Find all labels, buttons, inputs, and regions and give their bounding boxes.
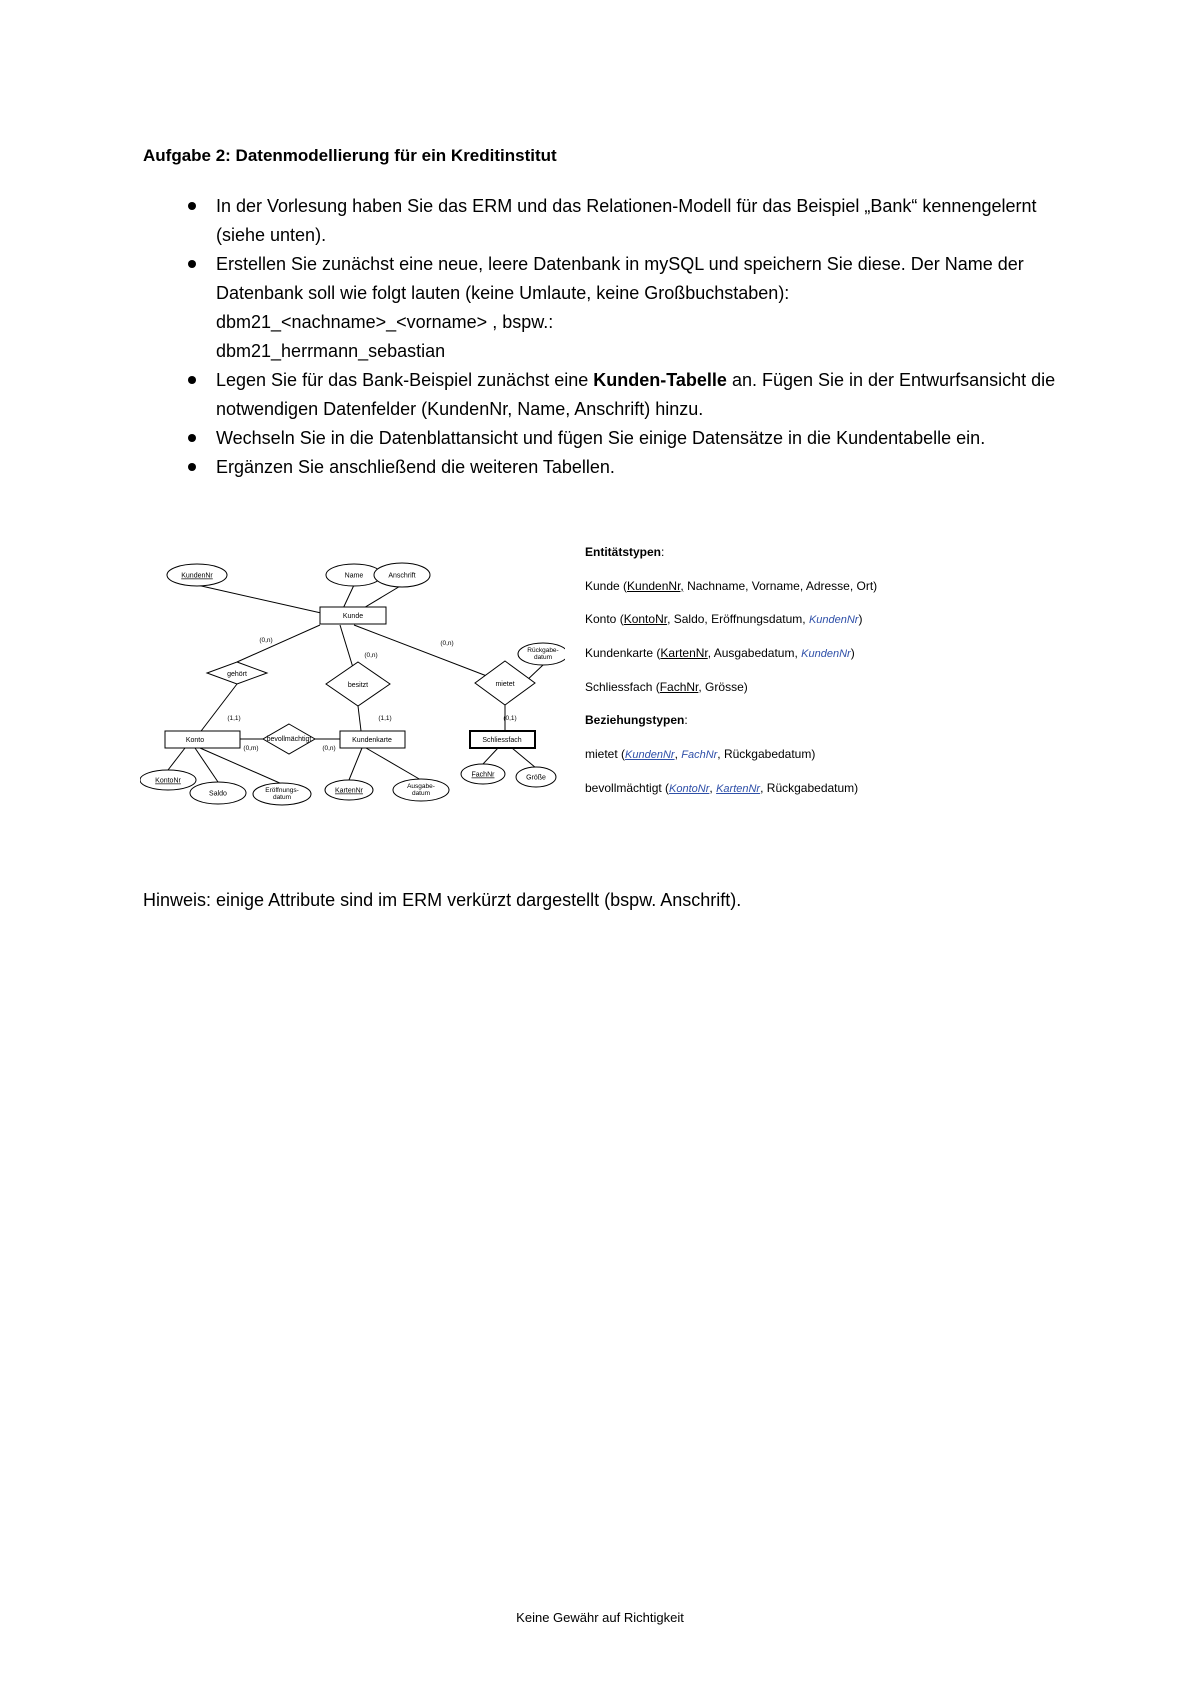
card-konto-bev: (0,m) xyxy=(243,745,259,752)
kunden-tabelle-term: Kunden-Tabelle xyxy=(593,370,727,390)
task-item: Ergänzen Sie anschließend die weiteren Tabellen. xyxy=(143,453,1073,482)
rel-bevollmaechtigt: bevollmächtigt xyxy=(266,736,312,743)
relational-schema xyxy=(585,536,1005,806)
entity-schliessfach: Schliessfach xyxy=(482,737,522,744)
task-item: Legen Sie für das Bank-Beispiel zunächst eine Kunden-Tabelle an. Fügen Sie in der Entwurfsansicht die notwendigen Datenfelder (KundenNr, Name, Anschrift) hinzu. xyxy=(143,366,1073,424)
attr-anschrift: Anschrift xyxy=(388,572,416,580)
task-item: In der Vorlesung haben Sie das ERM und das Relationen-Modell für das Beispiel „Bank“ kennengelernt (siehe unten). xyxy=(143,192,1073,250)
attr-ausgabe-1: Ausgabe- xyxy=(407,783,435,790)
card-fach-mietet: (0,1) xyxy=(503,715,517,722)
card-kunde-gehoert: (0,n) xyxy=(259,637,273,644)
page-heading: Aufgabe 2: Datenmodellierung für ein Kreditinstitut xyxy=(143,146,557,165)
schema-bevollmaechtigt: bevollmächtigt (KontoNr, KartenNr, Rückgabedatum) xyxy=(585,780,859,795)
schema-kundenkarte: Kundenkarte (KartenNr, Ausgabedatum, KundenNr) xyxy=(585,646,855,661)
hint-text: Hinweis: einige Attribute sind im ERM verkürzt dargestellt (bspw. Anschrift). xyxy=(143,890,742,910)
card-karte-bev: (0,n) xyxy=(322,745,336,752)
attr-kontonr: KontoNr xyxy=(155,777,181,785)
schema-mietet: mietet (KundenNr, FachNr, Rückgabedatum) xyxy=(585,747,816,762)
task-item: Wechseln Sie in die Datenblattansicht und fügen Sie einige Datensätze in die Kundentabelle ein. xyxy=(143,424,1073,453)
card-kunde-besitzt: (0,n) xyxy=(364,652,378,659)
entity-konto: Konto xyxy=(185,737,205,744)
page-footer: Keine Gewähr auf Richtigkeit xyxy=(516,1610,684,1625)
card-konto-gehoert: (1,1) xyxy=(227,715,241,722)
attr-rueckgabe-2: datum xyxy=(533,654,553,661)
rel-mietet: mietet xyxy=(495,681,515,688)
attr-kundennr: KundenNr xyxy=(181,572,213,580)
attr-eroeffnung-1: Eröffnungs- xyxy=(265,787,299,794)
task-list xyxy=(143,192,1073,482)
task-item: Erstellen Sie zunächst eine neue, leere Datenbank in mySQL und speichern Sie diese. Der Name der Datenbank soll wie folgt lauten (keine Umlaute, keine Großbuchstaben): dbm21_<nachname>_<vorname> , bspw.: dbm21_herrmann_sebastian xyxy=(143,250,1073,366)
schema-kunde: Kunde (KundenNr, Nachname, Vorname, Adresse, Ort) xyxy=(585,578,878,593)
card-karte-besitzt: (1,1) xyxy=(378,715,392,722)
schema-konto: Konto (KontoNr, Saldo, Eröffnungsdatum, KundenNr) xyxy=(585,612,863,627)
entity-kunde: Kunde xyxy=(342,613,364,620)
rel-gehoert: gehört xyxy=(227,671,247,678)
rel-besitzt: besitzt xyxy=(347,682,369,689)
er-diagram xyxy=(140,535,565,830)
schema-schliessfach: Schliessfach (FachNr, Grösse) xyxy=(585,679,748,694)
attr-fachnr: FachNr xyxy=(471,771,495,779)
attr-rueckgabe-1: Rückgabe- xyxy=(527,647,559,654)
db-name-example: dbm21_herrmann_sebastian xyxy=(216,341,446,361)
relation-types-heading: Beziehungstypen: xyxy=(585,713,688,728)
attr-groesse: Größe xyxy=(526,774,546,782)
attr-saldo: Saldo xyxy=(209,790,227,798)
entity-types-heading: Entitätstypen: xyxy=(585,545,665,559)
attr-eroeffnung-2: datum xyxy=(272,794,292,801)
card-kunde-mietet: (0,n) xyxy=(440,640,454,647)
attr-kartennr: KartenNr xyxy=(334,787,364,795)
entity-kundenkarte: Kundenkarte xyxy=(352,737,392,744)
db-name-pattern: dbm21_<nachname>_<vorname> , bspw.: xyxy=(216,312,554,332)
attr-ausgabe-2: datum xyxy=(411,790,431,797)
attr-name: Name xyxy=(344,572,364,580)
